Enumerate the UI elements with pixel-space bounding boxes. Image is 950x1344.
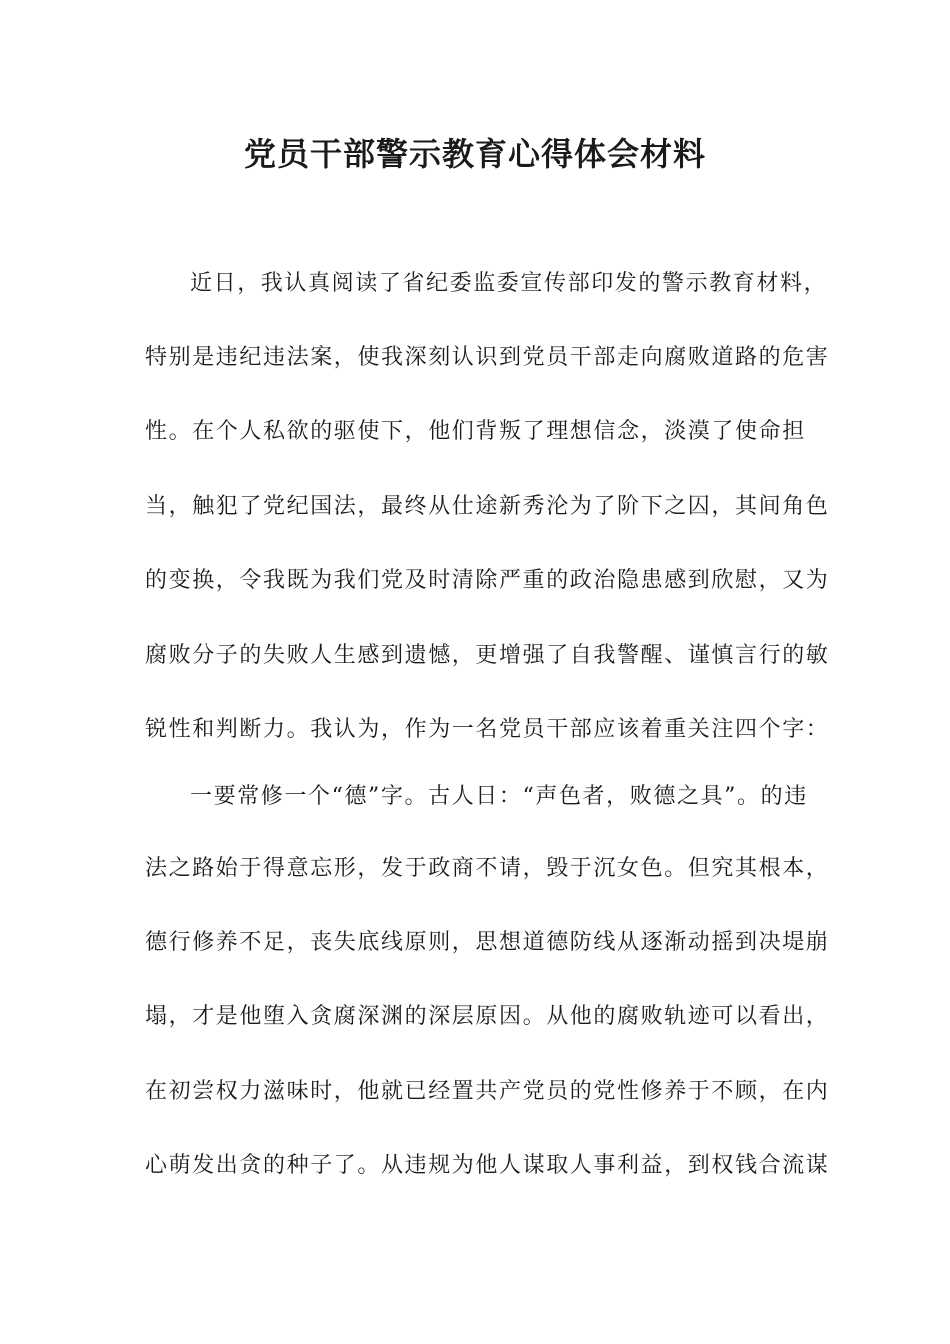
paragraph-line-7: 锐性和判断力。我认为，作为一名党员干部应该着重关注四个字： <box>145 717 830 742</box>
paragraph-line-2: 特别是违纪违法案，使我深刻认识到党员干部走向腐败道路的危害 <box>145 345 830 370</box>
paragraph-line-11: 塌，才是他堕入贪腐深渊的深层原因。从他的腐败轨迹可以看出， <box>145 1004 830 1029</box>
paragraph-line-5: 的变换，令我既为我们党及时清除严重的政治隐患感到欣慰，又为 <box>145 568 830 593</box>
document-title: 党员干部警示教育心得体会材料 <box>243 135 706 173</box>
paragraph-line-8: 一要常修一个“德”字。古人日：“声色者，败德之具”。的违 <box>190 784 808 809</box>
paragraph-line-9: 法之路始于得意忘形，发于政商不请，毁于沉女色。但究其根本， <box>145 856 830 881</box>
paragraph-line-10: 德行修养不足，丧失底线原则，思想道德防线从逐渐动摇到决堤崩 <box>145 930 830 955</box>
paragraph-line-3: 性。在个人私欲的驱使下，他们背叛了理想信念，淡漠了使命担 <box>145 419 806 444</box>
paragraph-line-12: 在初尝权力滋味时，他就已经置共产党员的党性修养于不顾，在内 <box>145 1079 830 1104</box>
paragraph-line-6: 腐败分子的失败人生感到遗憾，更增强了自我警醒、谨慎言行的敏 <box>145 643 830 668</box>
paragraph-line-13: 心萌发出贪的种子了。从违规为他人谋取人事利益，到权钱合流谋 <box>145 1153 830 1178</box>
paragraph-line-4: 当，触犯了党纪国法，最终从仕途新秀沦为了阶下之囚，其间角色 <box>145 494 830 519</box>
paragraph-line-1: 近日，我认真阅读了省纪委监委宣传部印发的警示教育材料， <box>190 271 828 296</box>
